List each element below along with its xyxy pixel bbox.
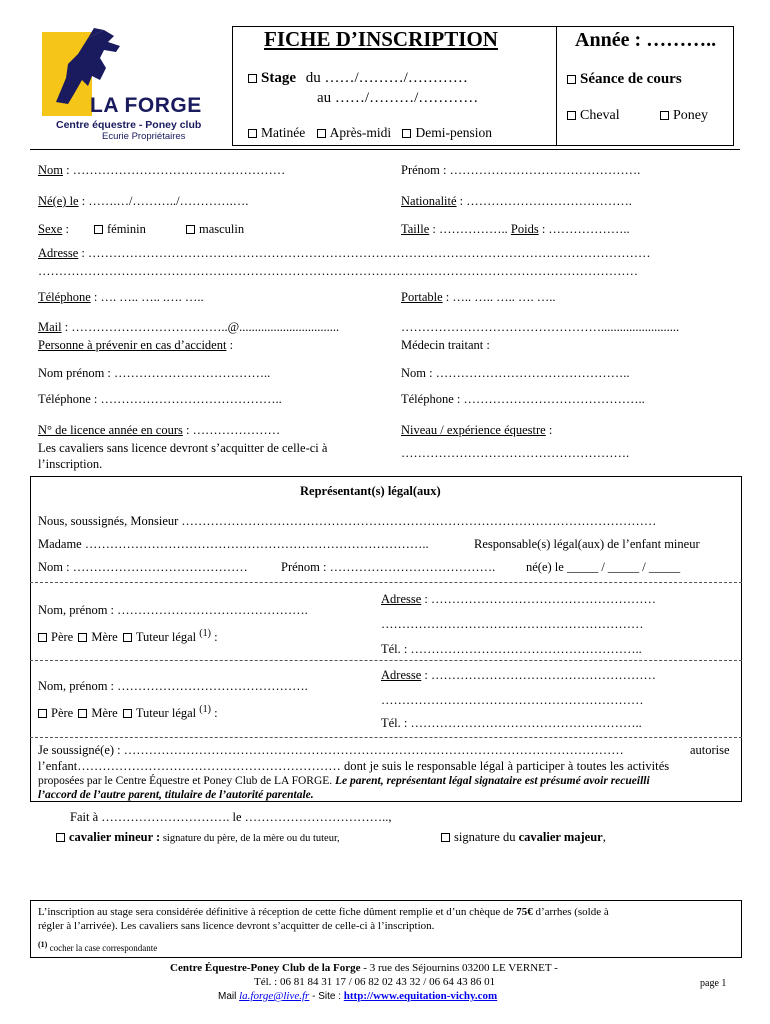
- logo: [38, 28, 210, 142]
- signature-majeur-option[interactable]: signature du cavalier majeur,: [441, 830, 606, 845]
- parent1-nom[interactable]: Nom, prénom : ……………………………………….: [38, 603, 308, 617]
- declaration-line1[interactable]: Je soussigné(e) : …………………………………………………………………………………………………………: [38, 743, 624, 757]
- niveau-field[interactable]: ……………………………………………….: [401, 446, 630, 460]
- declaration-line3: proposées par le Centre Équestre et Poney Club de LA FORGE. Le parent, représentant légal signataire est présumé avoir recueilli: [38, 775, 650, 787]
- footer-page: page 1: [700, 978, 727, 989]
- signature-mineur-option[interactable]: cavalier mineur : signature du père, de la mère ou du tuteur,: [56, 830, 340, 845]
- parent2-role: Père Mère Tuteur légal $^{(1)}$ :: [38, 704, 218, 721]
- niveau-label: Niveau / expérience équestre :: [401, 423, 553, 437]
- medecin-telephone[interactable]: Téléphone : ……………………………………..: [401, 392, 645, 406]
- logo-tagline: Centre équestre - Poney club: [56, 119, 202, 131]
- parent2-tuteur-option[interactable]: Tuteur légal: [121, 706, 196, 720]
- cheval-option[interactable]: Cheval: [567, 108, 620, 124]
- footer-links: Mail la.forge@live.fr - Site : http://www.equitation-vichy.com: [218, 990, 498, 1002]
- parent1-pere-option[interactable]: Père: [38, 630, 73, 644]
- footer-tel: Tél. : 06 81 84 31 17 / 06 82 02 43 32 / 06 64 43 86 01: [254, 976, 496, 988]
- rider-nationality[interactable]: Nationalité : ………………………………….: [401, 194, 632, 208]
- parent2-tel[interactable]: Tél. : ………………………………………………..: [381, 716, 642, 730]
- parent2-adresse[interactable]: Adresse : ………………………………………………: [381, 668, 656, 682]
- legal-divider-1: [30, 582, 742, 583]
- parent2-nom[interactable]: Nom, prénom : ……………………………………….: [38, 679, 308, 693]
- rider-birthdate[interactable]: Né(e) le : …….…/………../………….….: [38, 194, 249, 208]
- parent1-tuteur-option[interactable]: Tuteur légal: [121, 630, 196, 644]
- legal-monsieur[interactable]: Nous, soussignés, Monsieur ……………………………………………………………………………………………………: [38, 514, 657, 528]
- stage-checkbox[interactable]: [248, 74, 257, 83]
- rider-adresse-line2[interactable]: ………………………………………………………………………………………………………………………………: [38, 264, 638, 278]
- legal-divider-2: [30, 660, 742, 661]
- rider-sexe: Sexe :: [38, 222, 69, 236]
- rider-telephone[interactable]: Téléphone : …. ….. ….. .…. …..: [38, 290, 204, 304]
- legal-responsable: Responsable(s) légal(aux) de l’enfant mineur: [474, 537, 700, 551]
- rider-mail-cont[interactable]: ………………………………………….........................: [401, 320, 680, 334]
- rider-prenom[interactable]: Prénom : ……………………………………….: [401, 163, 641, 177]
- legal-child-prenom[interactable]: Prénom : ………………………………….: [281, 560, 496, 574]
- rider-nom[interactable]: Nom : ……………………………………………: [38, 163, 286, 177]
- parent2-adresse-line2[interactable]: ………………………………………………………: [381, 693, 644, 707]
- poney-option[interactable]: Poney: [660, 108, 708, 124]
- logo-brand: LA FORGE: [90, 94, 202, 117]
- declaration-line4: l’accord de l’autre parent, titulaire de l’autorité parentale.: [38, 789, 314, 801]
- contact-telephone[interactable]: Téléphone : ……………………………………..: [38, 392, 282, 406]
- parent1-adresse-line2[interactable]: ………………………………………………………: [381, 617, 644, 631]
- parent2-mere-option[interactable]: Mère: [76, 706, 117, 720]
- footer-mail-link[interactable]: la.forge@live.fr: [239, 990, 310, 1002]
- rider-mail[interactable]: Mail : ………………………………..@................................: [38, 320, 340, 334]
- stage-option[interactable]: Stage du ……/………/…………: [248, 70, 468, 87]
- feminin-option[interactable]: féminin: [94, 222, 146, 237]
- licence-note-2: l’inscription.: [38, 457, 103, 471]
- legal-title: Représentant(s) légal(aux): [300, 484, 441, 498]
- annee-field: Année : ………..: [575, 29, 717, 51]
- rider-adresse[interactable]: Adresse : ………………………………………………………………………………………………………………………: [38, 246, 651, 260]
- legal-madame[interactable]: Madame ………………………………………………………………………..: [38, 537, 429, 551]
- declaration-autorise: autorise: [690, 743, 730, 757]
- legal-divider-3: [30, 737, 742, 738]
- apres-midi-option[interactable]: Après-midi: [317, 125, 392, 140]
- parent1-adresse[interactable]: Adresse : ………………………………………………: [381, 592, 656, 606]
- period-options: [248, 125, 492, 141]
- notice-line1: L’inscription au stage sera considérée définitive à réception de cette fiche dûment remplie et d’un chèque de 75€ d’arrhes (solde à: [38, 906, 609, 918]
- demi-pension-option[interactable]: Demi-pension: [402, 125, 492, 140]
- fait-a-field[interactable]: Fait à …………………………. le ……………………………..,: [70, 810, 392, 824]
- legal-child-birthdate[interactable]: né(e) le _____ / _____ / _____: [526, 560, 681, 574]
- seance-option[interactable]: Séance de cours: [567, 71, 682, 88]
- contact-heading: Personne à prévenir en cas d’accident :: [38, 338, 234, 352]
- medecin-nom[interactable]: Nom : ………………………………………..: [401, 366, 630, 380]
- header-divider: [30, 149, 740, 150]
- parent1-role: Père Mère Tuteur légal $^{(1)}$ :: [38, 628, 218, 645]
- page-title: FICHE D’INSCRIPTION: [264, 27, 498, 51]
- licence-field[interactable]: N° de licence année en cours : …………………: [38, 423, 281, 437]
- rider-taille-poids[interactable]: Taille : …………….. Poids : ………………..: [401, 222, 630, 236]
- medecin-heading: Médecin traitant :: [401, 338, 490, 352]
- stage-au: au ……/………/…………: [317, 90, 479, 106]
- legal-child-nom[interactable]: Nom : ……………………………………: [38, 560, 248, 574]
- masculin-option[interactable]: masculin: [186, 222, 244, 237]
- parent1-tel[interactable]: Tél. : ………………………………………………..: [381, 642, 642, 656]
- footer-org: Centre Équestre-Poney Club de la Forge - 3 rue des Séjournins 03200 LE VERNET -: [170, 962, 558, 974]
- footer-site-link[interactable]: http://www.equitation-vichy.com: [343, 990, 498, 1002]
- parent2-pere-option[interactable]: Père: [38, 706, 73, 720]
- declaration-line2[interactable]: l’enfant……………………………………………………… dont je suis le responsable légal à participer à toutes les activités: [38, 759, 670, 773]
- licence-note-1: Les cavaliers sans licence devront s’acquitter de celle-ci à: [38, 441, 328, 455]
- contact-nom-prenom[interactable]: Nom prénom : ………………………………..: [38, 366, 271, 380]
- logo-subtagline: Ecurie Propriétaires: [102, 131, 186, 142]
- parent1-mere-option[interactable]: Mère: [76, 630, 117, 644]
- rider-portable[interactable]: Portable : ….. ….. ….. …. …..: [401, 290, 556, 304]
- notice-line2: régler à l’arrivée). Les cavaliers sans licence devront s’acquitter de celle-ci à l’inscription.: [38, 920, 435, 932]
- footnote: $^{(1)}$ cocher la case correspondante: [38, 940, 158, 953]
- matinee-option[interactable]: Matinée: [248, 125, 305, 140]
